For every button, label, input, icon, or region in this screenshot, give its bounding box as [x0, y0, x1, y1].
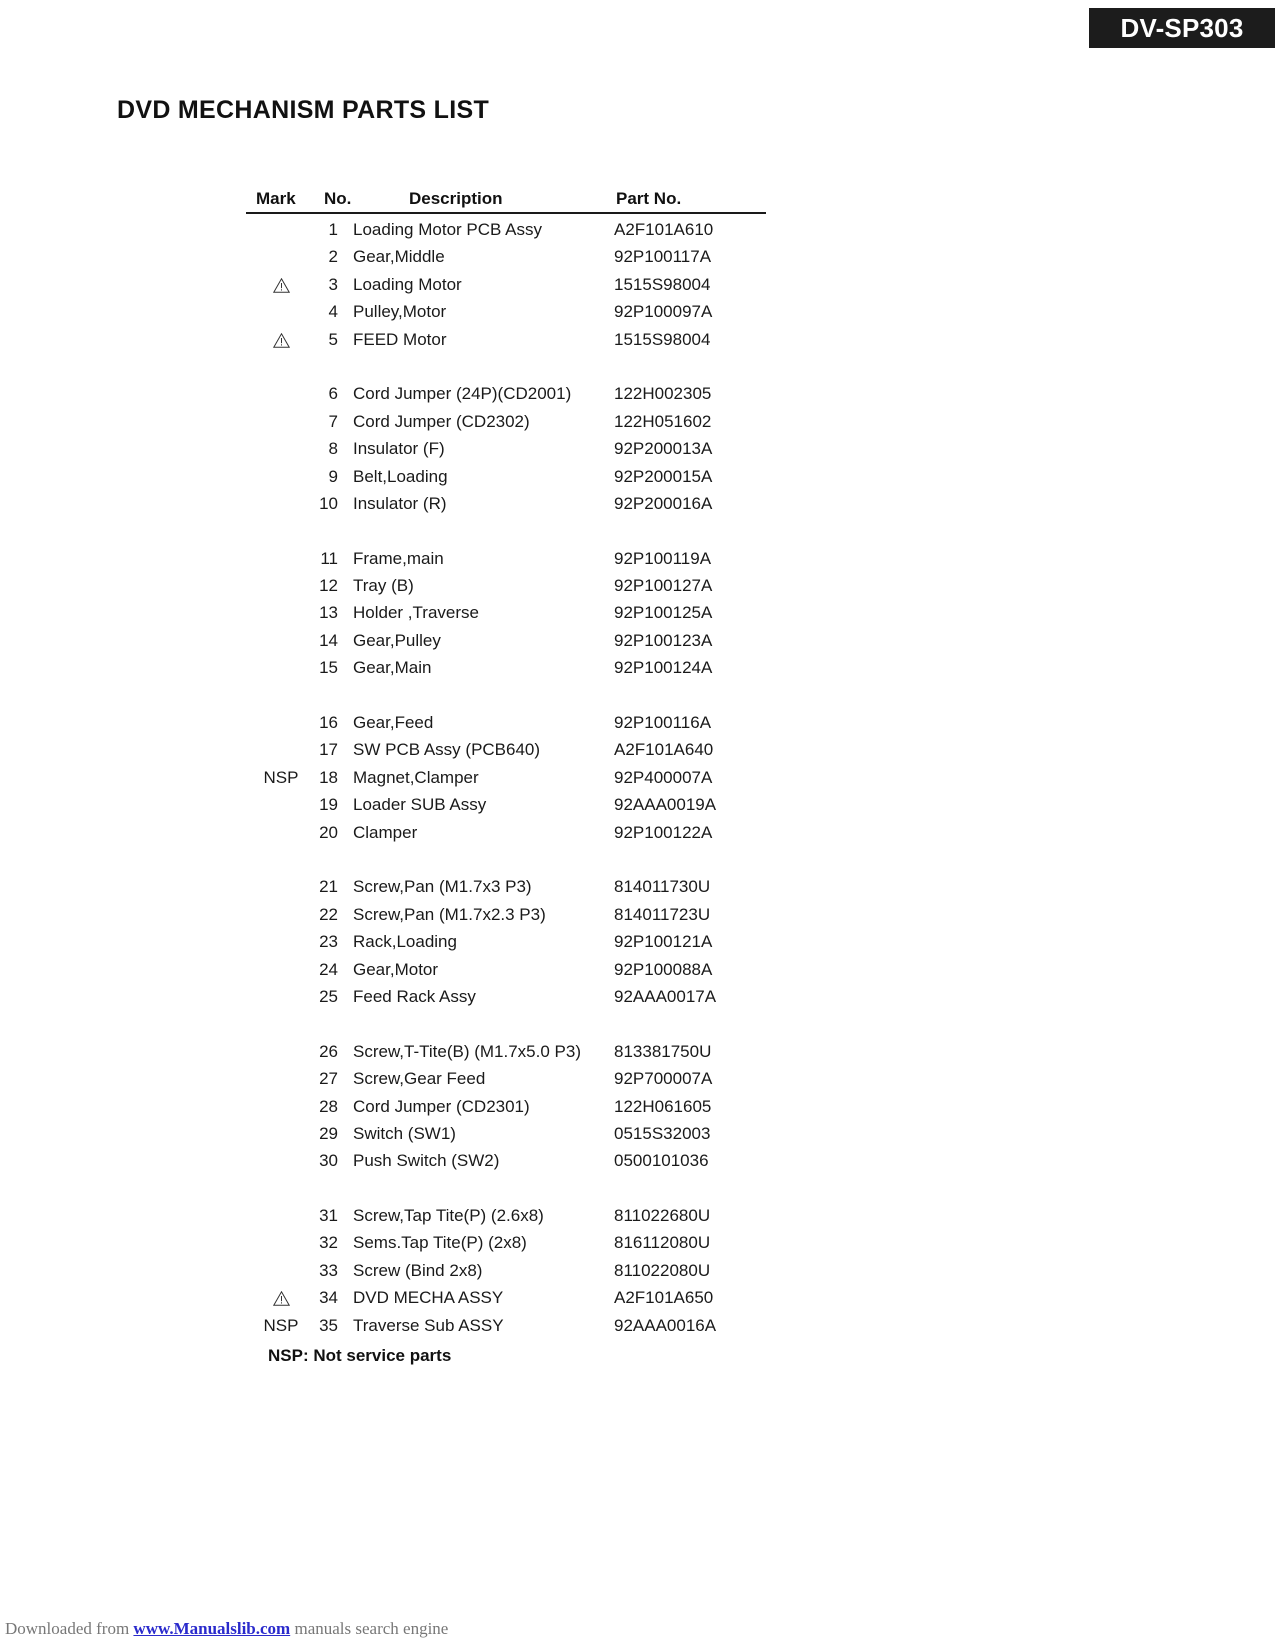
table-row — [246, 765, 766, 792]
cell-mark: NSP — [263, 1315, 299, 1335]
cell-item-number: 27 — [319, 1069, 338, 1089]
cell-item-number: 29 — [319, 1123, 338, 1143]
cell-description: Holder ,Traverse — [353, 603, 479, 623]
cell-description: Frame,main — [353, 548, 444, 568]
table-row — [246, 1066, 766, 1093]
model-badge — [1089, 8, 1275, 48]
cell-part-number: 92P700007A — [614, 1069, 713, 1089]
cell-part-number: 813381750U — [614, 1041, 712, 1061]
table-row — [246, 655, 766, 682]
table-row — [246, 902, 766, 929]
cell-part-number: 811022680U — [614, 1206, 711, 1226]
cell-part-number: 92P200015A — [614, 466, 713, 486]
cell-part-number: 92P200016A — [614, 493, 713, 513]
cell-description: DVD MECHA ASSY — [353, 1288, 504, 1308]
cell-description: Traverse Sub ASSY — [353, 1315, 504, 1335]
cell-item-number: 8 — [328, 439, 338, 459]
cell-part-number: 811022080U — [614, 1260, 711, 1280]
table-row — [246, 628, 766, 655]
cell-item-number: 35 — [319, 1315, 338, 1335]
cell-part-number: 122H002305 — [614, 384, 712, 404]
table-row — [246, 874, 766, 901]
cell-part-number: 92P100097A — [614, 302, 713, 322]
cell-description: Loader SUB Assy — [353, 795, 487, 815]
column-header-description: Description — [409, 189, 503, 208]
table-row — [246, 737, 766, 764]
cell-description: SW PCB Assy (PCB640) — [353, 740, 541, 760]
cell-part-number: 92P100088A — [614, 959, 713, 979]
cell-part-number: 92AAA0019A — [614, 795, 717, 815]
cell-description: Loading Motor — [353, 274, 462, 294]
cell-item-number: 5 — [328, 329, 338, 349]
page-footer — [5, 1619, 448, 1639]
cell-item-number: 26 — [319, 1041, 338, 1061]
table-row — [246, 327, 766, 354]
cell-description: Clamper — [353, 822, 418, 842]
table-row — [246, 984, 766, 1011]
cell-part-number: 92P100125A — [614, 603, 713, 623]
cell-item-number: 16 — [319, 713, 338, 733]
cell-description: Loading Motor PCB Assy — [353, 220, 542, 239]
cell-part-number: 92P100122A — [614, 822, 713, 842]
cell-item-number: 10 — [319, 493, 338, 513]
table-group-spacer — [246, 847, 766, 874]
table-row — [246, 1313, 766, 1340]
cell-description: Gear,Feed — [353, 713, 434, 733]
table-header-row — [246, 185, 766, 214]
cell-item-number: 2 — [328, 247, 338, 267]
page-title: DVD MECHANISM PARTS LIST — [117, 96, 490, 124]
table-row — [246, 409, 766, 436]
cell-part-number: 92P100123A — [614, 630, 713, 650]
cell-item-number: 30 — [319, 1151, 338, 1171]
table-group-spacer — [246, 1011, 766, 1038]
cell-item-number: 22 — [319, 904, 338, 924]
cell-item-number: 19 — [319, 795, 338, 815]
cell-item-number: 6 — [328, 384, 338, 404]
table-row — [246, 573, 766, 600]
cell-item-number: 13 — [319, 603, 338, 623]
cell-description: Screw,T-Tite(B) (M1.7x5.0 P3) — [353, 1041, 581, 1061]
cell-part-number: 1515S98004 — [614, 274, 711, 294]
table-row — [246, 1230, 766, 1257]
cell-description: Pulley,Motor — [353, 302, 447, 322]
cell-part-number: 0515S32003 — [614, 1123, 711, 1143]
cell-item-number: 17 — [319, 740, 338, 760]
cell-part-number: 92P100121A — [614, 932, 713, 952]
table-row — [246, 1039, 766, 1066]
table-group-spacer — [246, 683, 766, 710]
cell-part-number: 92P400007A — [614, 767, 713, 787]
cell-description: Screw,Gear Feed — [353, 1069, 486, 1089]
warning-triangle-icon — [273, 1291, 290, 1306]
cell-part-number: A2F101A610 — [614, 220, 714, 239]
cell-item-number: 23 — [319, 932, 338, 952]
cell-part-number: A2F101A650 — [614, 1288, 714, 1308]
cell-part-number: 122H061605 — [614, 1096, 712, 1116]
cell-part-number: 122H051602 — [614, 411, 712, 431]
table-group-spacer — [246, 518, 766, 545]
table-row — [246, 381, 766, 408]
cell-description: Insulator (F) — [353, 439, 445, 459]
cell-part-number: 92P100127A — [614, 576, 713, 596]
table-row — [246, 1258, 766, 1285]
table-body — [246, 217, 766, 1340]
cell-item-number: 18 — [319, 767, 338, 787]
cell-description: Cord Jumper (CD2302) — [353, 411, 530, 431]
cell-part-number: 92AAA0016A — [614, 1315, 717, 1335]
cell-description: Rack,Loading — [353, 932, 457, 952]
cell-description: FEED Motor — [353, 329, 447, 349]
table-row — [246, 710, 766, 737]
cell-part-number: 1515S98004 — [614, 329, 711, 349]
cell-description: Switch (SW1) — [353, 1123, 456, 1143]
manualslib-link[interactable]: www.Manualslib.com — [133, 1619, 291, 1638]
parts-list-table — [246, 185, 766, 1340]
cell-description: Screw (Bind 2x8) — [353, 1260, 483, 1280]
cell-description: Screw,Pan (M1.7x3 P3) — [353, 877, 532, 897]
cell-item-number: 4 — [328, 302, 338, 322]
table-row — [246, 1094, 766, 1121]
cell-part-number: 92P100117A — [614, 247, 712, 267]
cell-item-number: 3 — [328, 274, 338, 294]
table-group-spacer — [246, 1176, 766, 1203]
footer-suffix-text: manuals search engine — [290, 1619, 449, 1638]
cell-part-number: 816112080U — [614, 1233, 711, 1253]
cell-description: Screw,Pan (M1.7x2.3 P3) — [353, 904, 546, 924]
cell-description: Cord Jumper (24P)(CD2001) — [353, 384, 572, 404]
column-header-mark: Mark — [256, 189, 296, 208]
table-row — [246, 272, 766, 299]
cell-description: Cord Jumper (CD2301) — [353, 1096, 530, 1116]
cell-item-number: 34 — [319, 1288, 338, 1308]
cell-part-number: 92AAA0017A — [614, 986, 717, 1006]
cell-mark: NSP — [263, 767, 299, 787]
cell-item-number: 15 — [319, 658, 338, 678]
cell-description: Screw,Tap Tite(P) (2.6x8) — [353, 1206, 544, 1226]
cell-part-number: 814011723U — [614, 904, 711, 924]
table-row — [246, 792, 766, 819]
cell-item-number: 31 — [319, 1206, 338, 1226]
cell-item-number: 1 — [328, 220, 338, 239]
table-row — [246, 464, 766, 491]
table-row — [246, 244, 766, 271]
cell-item-number: 25 — [319, 986, 338, 1006]
table-row — [246, 957, 766, 984]
warning-triangle-icon — [273, 333, 290, 348]
column-header-no: No. — [324, 189, 352, 208]
cell-part-number: A2F101A640 — [614, 740, 714, 760]
cell-item-number: 33 — [319, 1260, 338, 1280]
cell-item-number: 21 — [319, 877, 338, 897]
cell-part-number: 92P100124A — [614, 658, 713, 678]
table-row — [246, 436, 766, 463]
cell-item-number: 9 — [328, 466, 338, 486]
cell-description: Gear,Pulley — [353, 630, 441, 650]
table-row — [246, 1203, 766, 1230]
cell-item-number: 7 — [328, 411, 338, 431]
table-row — [246, 820, 766, 847]
cell-item-number: 14 — [319, 630, 338, 650]
table-row — [246, 929, 766, 956]
cell-description: Tray (B) — [353, 576, 414, 596]
table-row — [246, 491, 766, 518]
cell-description: Gear,Motor — [353, 959, 439, 979]
warning-triangle-icon — [273, 278, 290, 293]
table-row — [246, 299, 766, 326]
cell-item-number: 28 — [319, 1096, 338, 1116]
nsp-footnote: NSP: Not service parts — [268, 1346, 452, 1365]
model-badge-label: DV-SP303 — [1120, 12, 1244, 43]
table-row — [246, 546, 766, 573]
cell-description: Sems.Tap Tite(P) (2x8) — [353, 1233, 527, 1253]
table-row — [246, 1285, 766, 1312]
column-header-part-no: Part No. — [616, 189, 682, 208]
cell-part-number: 814011730U — [614, 877, 711, 897]
cell-item-number: 20 — [319, 822, 338, 842]
cell-item-number: 11 — [320, 548, 338, 568]
cell-description: Push Switch (SW2) — [353, 1151, 500, 1171]
cell-item-number: 32 — [319, 1233, 338, 1253]
cell-description: Feed Rack Assy — [353, 986, 476, 1006]
cell-description: Insulator (R) — [353, 493, 447, 513]
cell-part-number: 92P200013A — [614, 439, 713, 459]
cell-part-number: 92P100116A — [614, 713, 712, 733]
cell-item-number: 12 — [319, 576, 338, 596]
table-row — [246, 1148, 766, 1175]
cell-part-number: 0500101036 — [614, 1151, 709, 1171]
table-row — [246, 217, 766, 244]
cell-description: Belt,Loading — [353, 466, 448, 486]
cell-description: Magnet,Clamper — [353, 767, 479, 787]
table-group-spacer — [246, 354, 766, 381]
cell-description: Gear,Main — [353, 658, 432, 678]
table-row — [246, 1121, 766, 1148]
footer-prefix-text: Downloaded from — [5, 1619, 134, 1638]
cell-item-number: 24 — [319, 959, 338, 979]
table-row — [246, 600, 766, 627]
cell-description: Gear,Middle — [353, 247, 445, 267]
cell-part-number: 92P100119A — [614, 548, 712, 568]
